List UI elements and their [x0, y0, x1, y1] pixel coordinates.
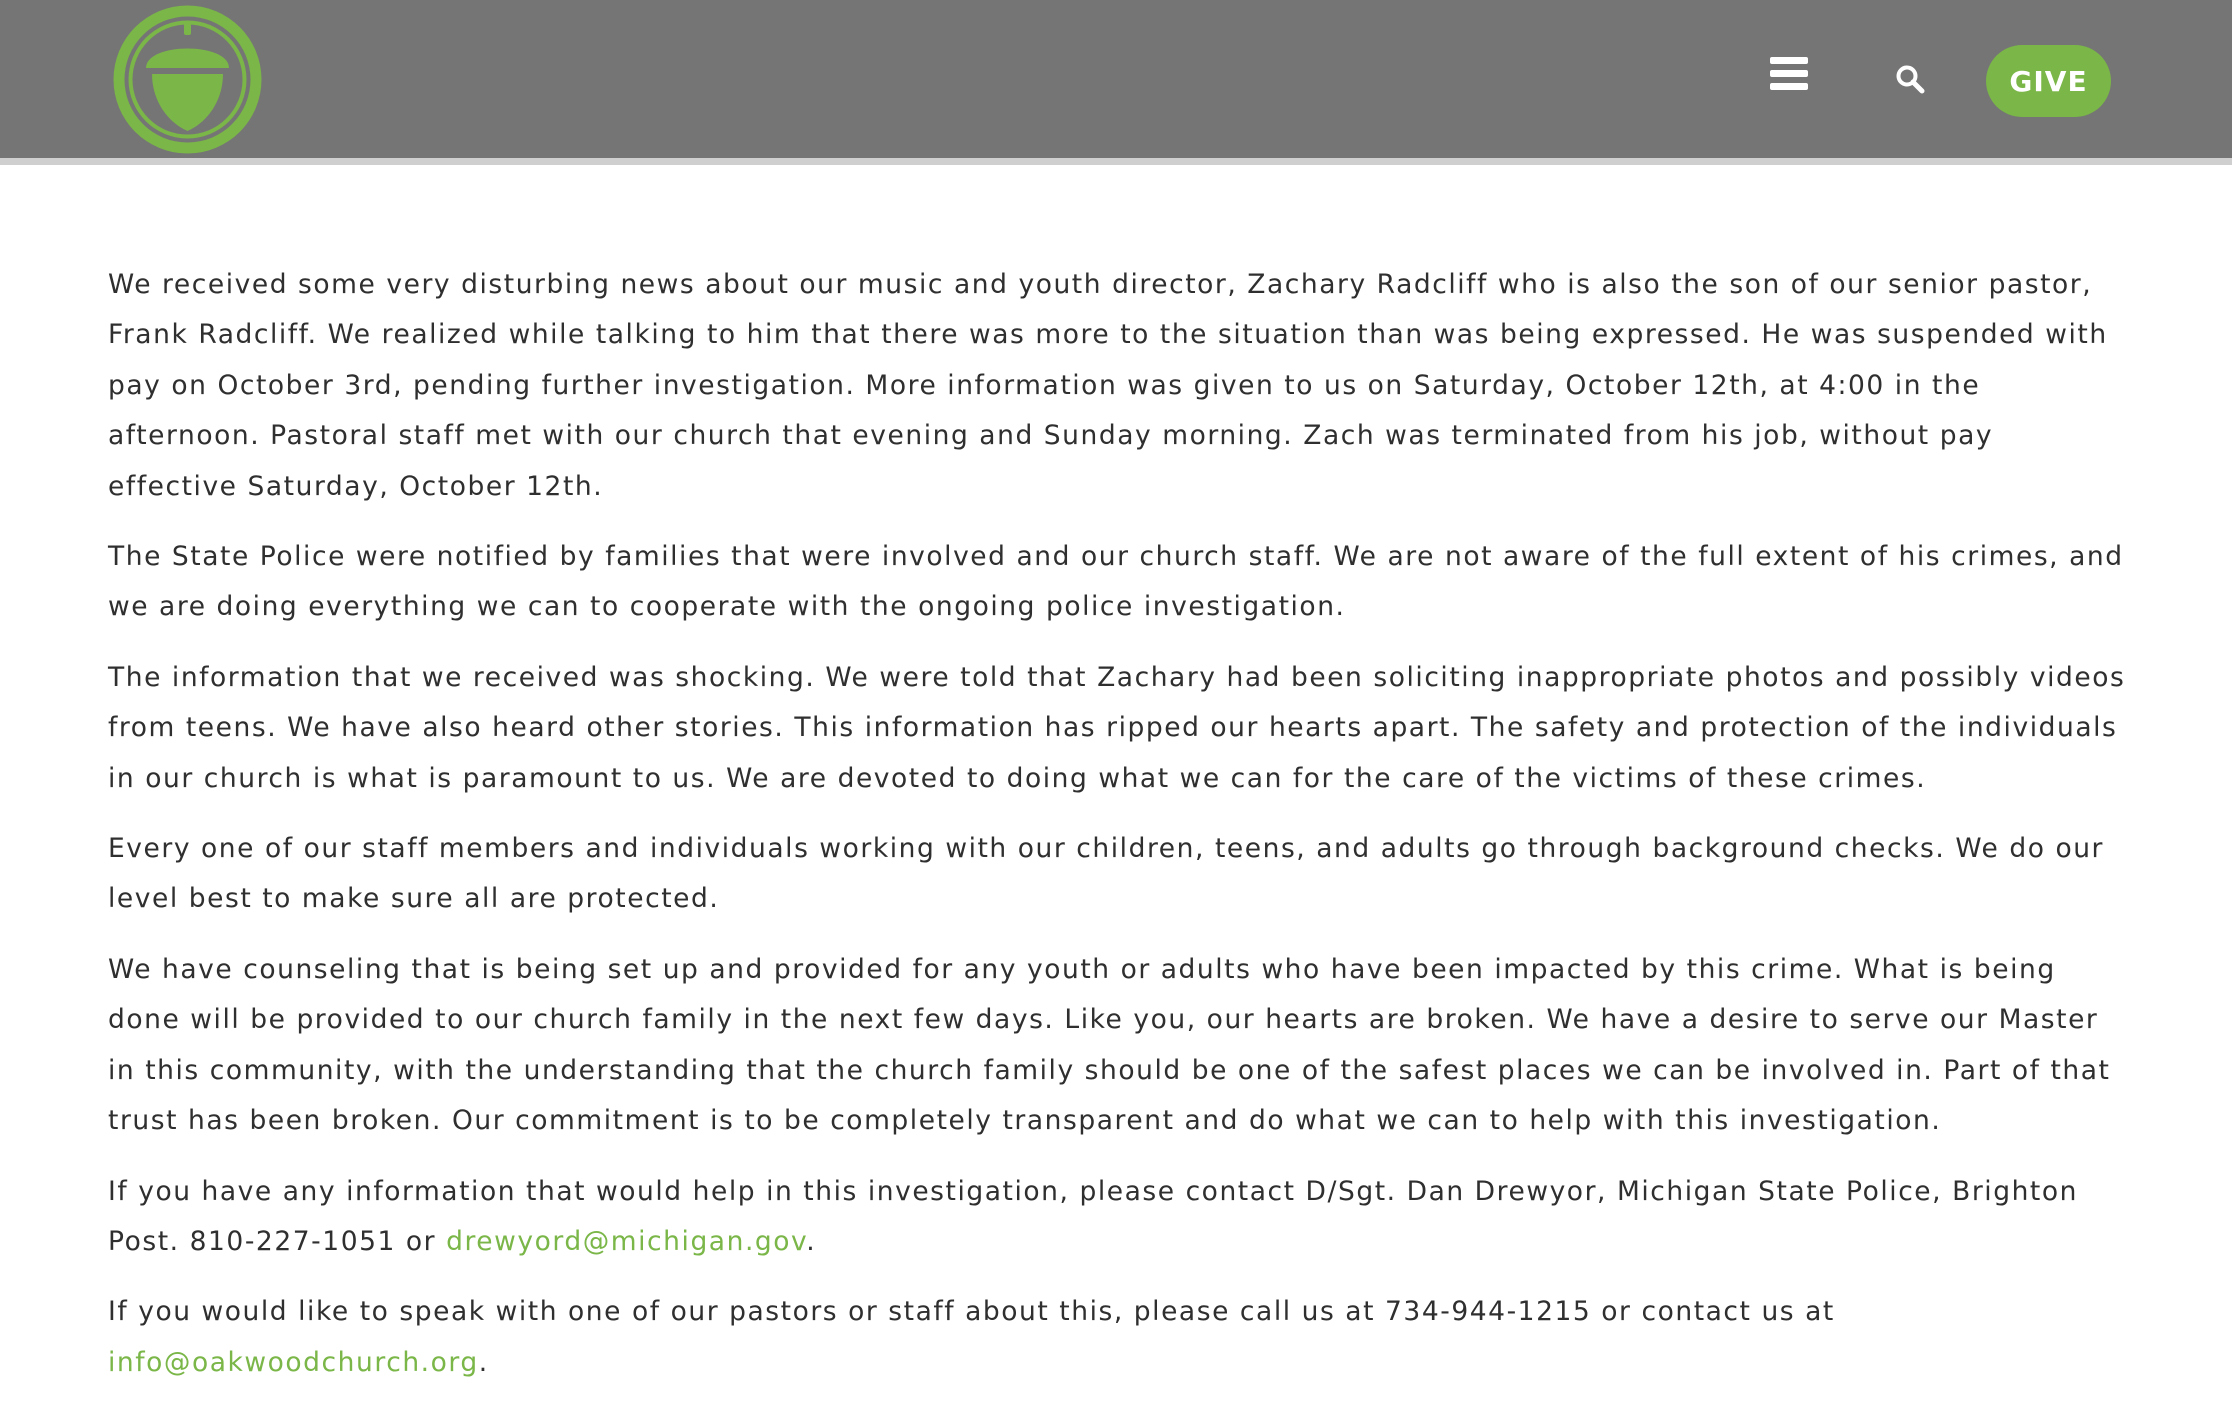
police-email-link[interactable]: drewyord@michigan.gov	[446, 1225, 807, 1257]
paragraph-6-text: If you have any information that would help in this investigation, please contact D/Sgt. Dan Drewyor, Michigan State Police, Brighton Post. 810-227-1051 or	[108, 1175, 2078, 1257]
paragraph-2: The State Police were notified by families that were involved and our church staff. We are not aware of the full extent of his crimes, and we are doing everything we can to cooperate with the ongoing police investigation.	[108, 541, 2124, 623]
article-body	[108, 260, 2128, 1408]
paragraph-6-end: .	[806, 1225, 817, 1257]
site-header	[0, 0, 2232, 165]
church-email-link[interactable]: info@oakwoodchurch.org	[108, 1346, 479, 1378]
paragraph-4: Every one of our staff members and individuals working with our children, teens, and adults go through background checks. We do our level best to make sure all are protected.	[108, 833, 2105, 915]
acorn-icon[interactable]	[108, 0, 267, 159]
paragraph-7-end: .	[478, 1346, 489, 1378]
paragraph-3: The information that we received was shocking. We were told that Zachary had been soliciting inappropriate photos and possibly videos from teens. We have also heard other stories. This information has ripped our hearts apart. The safety and protection of the individuals in our church is what is paramount to us. We are devoted to doing what we can for the care of the victims of these crimes.	[108, 661, 2126, 794]
hamburger-menu-icon[interactable]	[1768, 56, 1810, 92]
give-button[interactable]: GIVE	[1986, 45, 2111, 117]
search-icon[interactable]	[1895, 64, 1925, 94]
paragraph-6	[108, 1167, 2128, 1268]
paragraph-5: We have counseling that is being set up and provided for any youth or adults who have been impacted by this crime. What is being done will be provided to our church family in the next few days. Like you, our hearts are broken. We have a desire to serve our Master in this community, with the understanding that the church family should be one of the safest places we can be involved in. Part of that trust has been broken. Our commitment is to be completely transparent and do what we can to help with this investigation.	[108, 953, 2111, 1137]
paragraph-7	[108, 1287, 2128, 1388]
paragraph-7-text: If you would like to speak with one of our pastors or staff about this, please call us at 734-944-1215 or contact us at	[108, 1296, 1835, 1328]
paragraph-1: We received some very disturbing news about our music and youth director, Zachary Radcliff who is also the son of our senior pastor, Frank Radcliff. We realized while talking to him that there was more to the situation than was being expressed. He was suspended with pay on October 3rd, pending further investigation. More information was given to us on Saturday, October 12th, at 4:00 in the afternoon. Pastoral staff met with our church that evening and Sunday morning. Zach was terminated from his job, without pay effective Saturday, October 12th.	[108, 269, 2108, 502]
